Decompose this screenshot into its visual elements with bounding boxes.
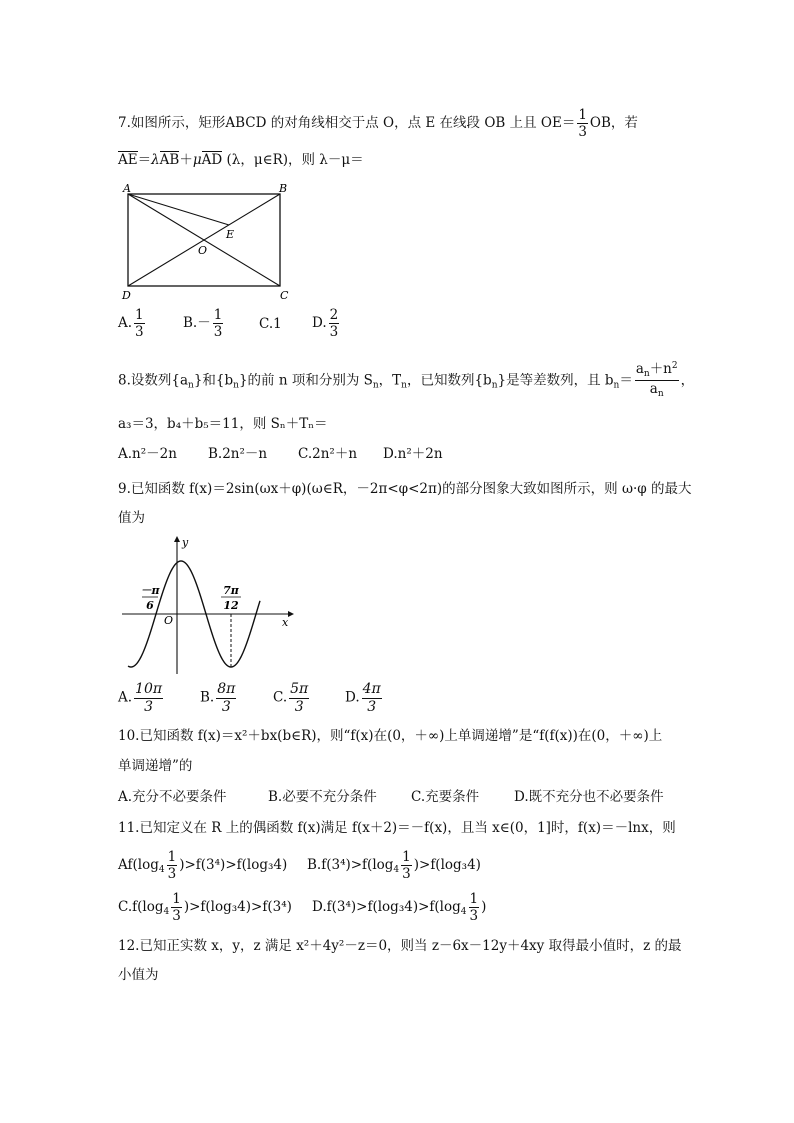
- q8-option-a[interactable]: A.n²－2n: [118, 446, 177, 462]
- option-text: )>f(log₃4)>f(3⁴): [183, 899, 292, 916]
- subscript: n: [233, 380, 239, 391]
- q8-fraction: [635, 362, 679, 400]
- option-letter: D.: [312, 315, 327, 332]
- q7-fraction: [577, 108, 588, 139]
- sine-graph: [120, 534, 296, 676]
- label-left-den: 6: [146, 599, 154, 612]
- frac-den: 3: [469, 908, 479, 925]
- option-text: C.f(log: [118, 899, 164, 916]
- q7-frac-den: 3: [578, 124, 587, 141]
- q10-line2: 单调递增”的: [118, 758, 193, 774]
- q8-text: }和{b: [193, 372, 234, 389]
- label-left-num: －π: [140, 584, 160, 597]
- option-letter: C.1: [259, 316, 282, 332]
- q7-text: 7.如图所示，矩形ABCD 的对角线相交于点 O，点 E 在线段 OB 上且 OE＝: [118, 115, 576, 132]
- q8-option-c[interactable]: C.2n²＋n: [298, 446, 358, 462]
- subscript: n: [372, 380, 379, 391]
- option-text: ): [481, 899, 487, 916]
- subscript: 4: [163, 907, 170, 918]
- q9-line2: 值为: [118, 510, 145, 526]
- subscript: n: [188, 380, 194, 391]
- subscript: 4: [158, 865, 165, 876]
- option-text: )>f(3⁴)>f(log₃4): [179, 857, 288, 874]
- frac-num: 5π: [290, 681, 309, 697]
- q11-option-c[interactable]: [118, 892, 292, 923]
- q8-text: ，T: [378, 372, 402, 389]
- q7-option-d[interactable]: [312, 308, 341, 339]
- label-c: C: [280, 289, 289, 302]
- frac-den: 3: [221, 698, 231, 715]
- x-axis-arrow: [288, 611, 294, 617]
- q8-text: ，已知数列{b: [406, 372, 492, 389]
- option-text: D.f(3⁴)>f(log₃4)>f(log: [312, 899, 461, 916]
- q8-text: }的前 n 项和分别为 S: [238, 372, 373, 389]
- q7-plus: ＋: [179, 152, 193, 168]
- q9-option-a[interactable]: [118, 682, 165, 714]
- frac-den: 3: [213, 324, 223, 341]
- frac-num: 1: [167, 849, 177, 865]
- q10-option-b[interactable]: B.必要不充分条件: [268, 789, 377, 805]
- q7-line2-post: (λ，μ∈R)，则 λ－μ＝: [226, 152, 364, 168]
- label-origin: O: [164, 614, 174, 627]
- q10-line1: 10.已知函数 f(x)＝x²＋bx(b∈R)，则“f(x)在(0，＋∞)上单调递增”是“f(f(x))在(0，＋∞)上: [118, 728, 663, 744]
- frac-den: 3: [144, 698, 154, 715]
- frac-num: 4π: [362, 681, 381, 697]
- q9-line1: 9.已知函数 f(x)＝2sin(ωx＋φ)(ω∈R，－2π<φ<2π)的部分图象大致如图所示，则 ω·φ 的最大: [118, 481, 692, 497]
- label-x: x: [282, 616, 289, 629]
- frac-num: 10π: [135, 681, 163, 697]
- q8-text: }是等差数列，且 b: [497, 372, 614, 389]
- frac-den: 3: [167, 866, 177, 883]
- label-right-den: 12: [223, 599, 239, 612]
- q8-text-post: ，: [680, 372, 695, 389]
- option-text: B.f(3⁴)>f(log: [307, 857, 394, 874]
- frac-num: 1: [135, 307, 144, 323]
- q10-option-a[interactable]: A.充分不必要条件: [118, 789, 227, 805]
- vector-ab: AB: [159, 152, 180, 168]
- label-e: E: [226, 228, 235, 241]
- frac-num: 1: [172, 891, 181, 907]
- q11-option-b[interactable]: [307, 850, 481, 881]
- option-letter: C.: [273, 689, 288, 706]
- q8-option-b[interactable]: B.2n²－n: [208, 446, 268, 462]
- option-letter: A.: [118, 689, 133, 706]
- rectangle-diagram: [118, 182, 298, 304]
- option-text: Af(log: [118, 857, 159, 874]
- subscript: 4: [393, 865, 400, 876]
- vector-ad: AD: [201, 152, 223, 168]
- frac-num: 1: [213, 307, 223, 323]
- q7-frac-num: 1: [578, 107, 587, 123]
- frac-num: 1: [402, 849, 411, 865]
- frac-den: 3: [135, 324, 144, 341]
- q7-line1: [118, 108, 638, 139]
- frac-num-a: a: [635, 361, 644, 377]
- frac-den: 3: [294, 698, 304, 715]
- lambda-symbol: λ: [151, 152, 160, 168]
- q11-option-a[interactable]: [118, 850, 287, 881]
- q9-option-c[interactable]: [273, 682, 311, 714]
- q8-line2: a₃＝3，b₄＋b₅＝11，则 Sₙ＋Tₙ＝: [118, 416, 328, 432]
- option-letter: D.: [345, 689, 360, 706]
- q7-option-c[interactable]: [259, 318, 282, 332]
- frac-den: 3: [172, 908, 181, 925]
- frac-num: 1: [469, 891, 479, 907]
- subscript: 4: [460, 907, 467, 918]
- y-axis-arrow: [174, 536, 180, 542]
- q11-option-d[interactable]: [312, 892, 486, 923]
- label-a: A: [123, 182, 131, 195]
- superscript: 2: [671, 361, 678, 371]
- vector-ae: AE: [118, 152, 138, 168]
- frac-den: 3: [367, 698, 377, 715]
- label-d: D: [122, 289, 131, 302]
- label-o: O: [198, 244, 208, 257]
- q7-eq: ＝: [137, 152, 152, 168]
- mu-symbol: μ: [192, 152, 202, 168]
- q10-option-c[interactable]: C.充要条件: [411, 789, 480, 805]
- q9-option-b[interactable]: [200, 682, 238, 714]
- frac-num-rest: ＋n: [649, 361, 672, 377]
- label-right-num: 7π: [223, 584, 239, 597]
- subscript: n: [657, 389, 664, 400]
- label-y: y: [182, 536, 189, 549]
- frac-den: a: [649, 381, 658, 398]
- frac-den: 3: [329, 324, 339, 341]
- q8-text: 8.设数列{a: [118, 372, 189, 389]
- option-letter: B.－: [183, 315, 211, 332]
- q7-option-b[interactable]: [183, 308, 225, 339]
- q7-line2: [118, 154, 364, 168]
- subscript: n: [613, 380, 620, 391]
- subscript: n: [401, 380, 407, 391]
- option-text: )>f(log₃4): [413, 857, 481, 874]
- subscript: n: [643, 369, 650, 379]
- q8-option-d[interactable]: D.n²＋2n: [383, 446, 443, 462]
- q8-eq: ＝: [619, 372, 633, 389]
- frac-num: 8π: [217, 681, 236, 697]
- subscript: n: [491, 380, 498, 391]
- q10-option-d[interactable]: D.既不充分也不必要条件: [514, 789, 664, 805]
- q11-line1: 11.已知定义在 R 上的偶函数 f(x)满足 f(x＋2)＝－f(x)，且当 x∈(0，1]时，f(x)＝－lnx，则: [118, 820, 676, 836]
- q12-line2: 小值为: [118, 967, 159, 983]
- q7-option-a[interactable]: [118, 308, 147, 339]
- q8-line1: [118, 362, 694, 400]
- option-letter: A.: [118, 315, 133, 332]
- frac-num: 2: [329, 307, 339, 323]
- q7-text-post: OB，若: [589, 115, 638, 132]
- q12-line1: 12.已知正实数 x，y，z 满足 x²＋4y²－z＝0，则当 z－6x－12y＋4xy 取得最小值时，z 的最: [118, 938, 682, 954]
- q9-option-d[interactable]: [345, 682, 384, 714]
- segment-ae: [128, 194, 229, 225]
- label-b: B: [279, 182, 288, 195]
- option-letter: B.: [200, 689, 215, 706]
- frac-den: 3: [402, 866, 411, 883]
